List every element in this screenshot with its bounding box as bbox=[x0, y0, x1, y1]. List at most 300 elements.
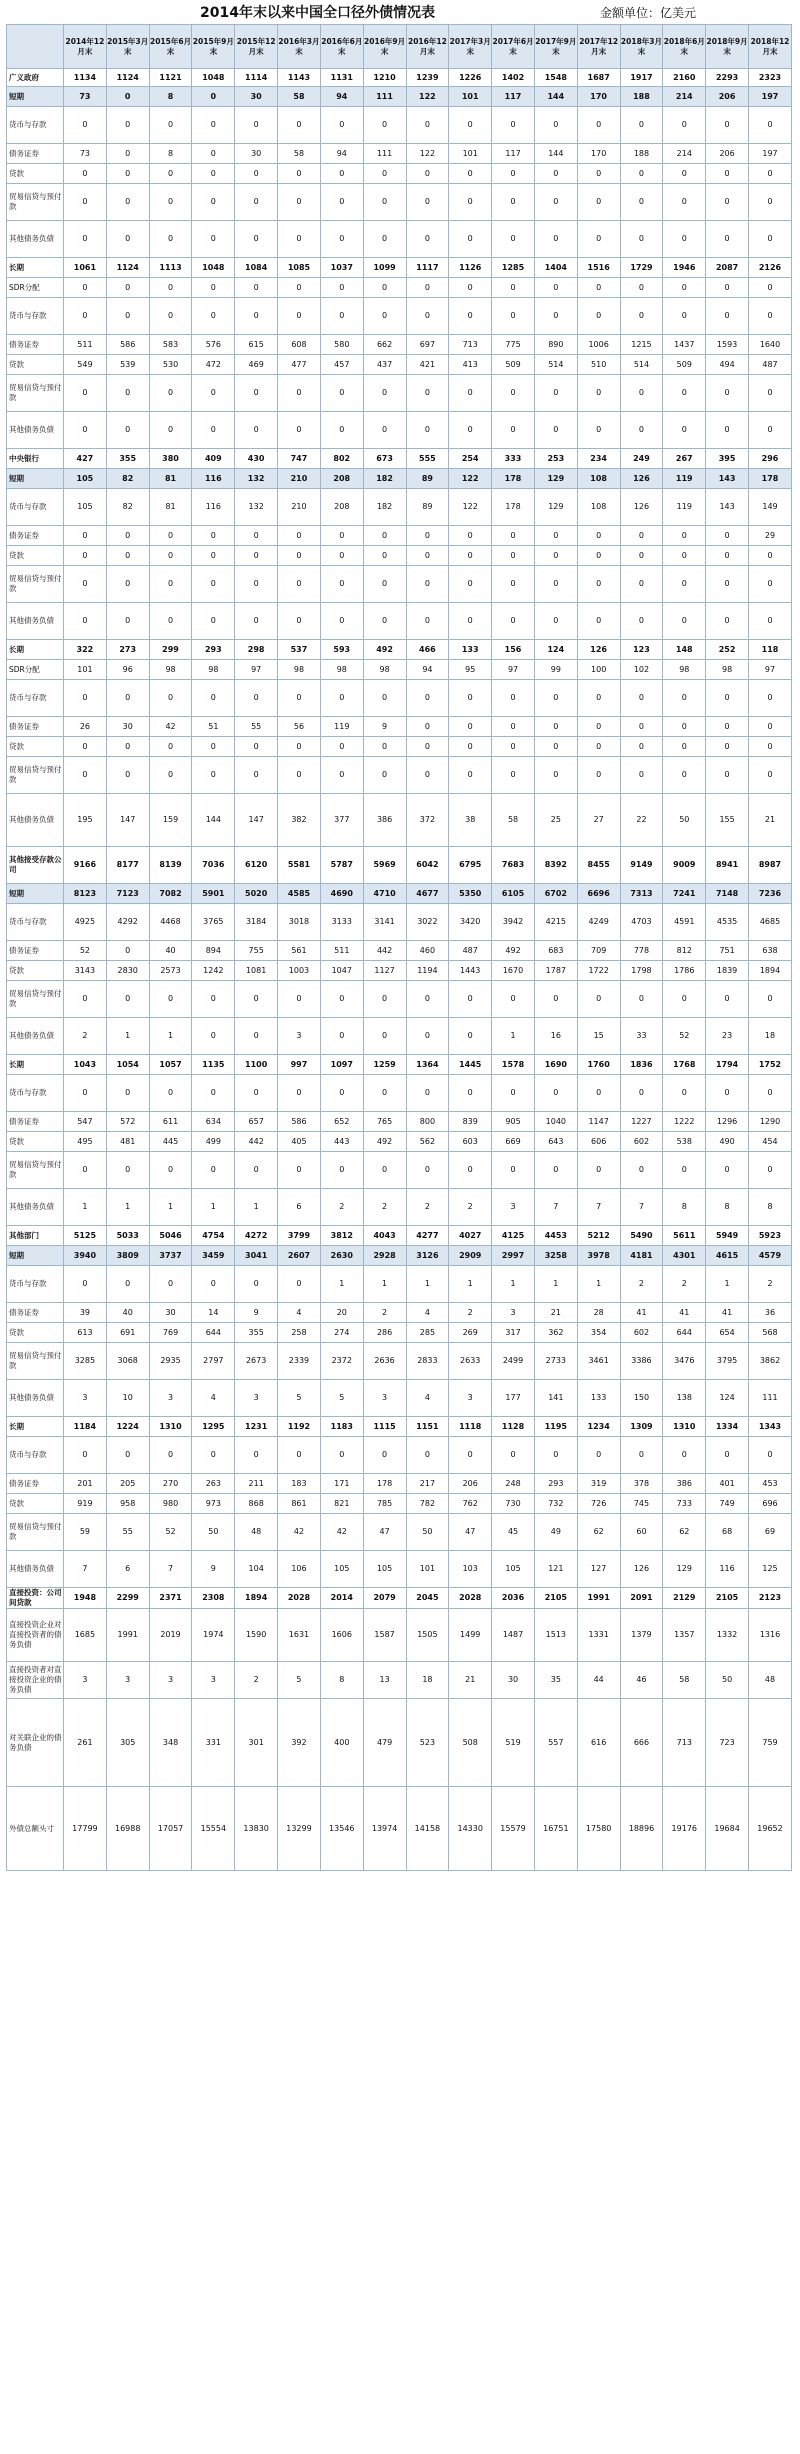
table-row bbox=[7, 546, 792, 566]
table-cell: 50 bbox=[706, 1662, 749, 1699]
row-label: 其他接受存款公司 bbox=[7, 847, 64, 884]
table-cell: 5350 bbox=[449, 884, 492, 904]
table-cell: 3 bbox=[149, 1662, 192, 1699]
table-cell: 1499 bbox=[449, 1609, 492, 1662]
table-cell: 0 bbox=[106, 680, 149, 717]
table-row bbox=[7, 298, 792, 335]
table-cell: 8392 bbox=[534, 847, 577, 884]
period-header: 2016年3月末 bbox=[278, 25, 321, 69]
row-label: 债务证券 bbox=[7, 526, 64, 546]
table-cell: 0 bbox=[149, 526, 192, 546]
table-cell: 0 bbox=[406, 566, 449, 603]
table-cell: 652 bbox=[320, 1112, 363, 1132]
table-cell: 7683 bbox=[492, 847, 535, 884]
table-cell: 101 bbox=[449, 87, 492, 107]
row-label: 货币与存款 bbox=[7, 489, 64, 526]
table-cell: 1443 bbox=[449, 961, 492, 981]
table-cell: 0 bbox=[235, 375, 278, 412]
table-cell: 105 bbox=[320, 1551, 363, 1588]
table-cell: 400 bbox=[320, 1699, 363, 1787]
table-cell: 0 bbox=[534, 737, 577, 757]
table-cell: 117 bbox=[492, 144, 535, 164]
table-cell: 22 bbox=[620, 794, 663, 847]
table-cell: 267 bbox=[663, 449, 706, 469]
table-cell: 0 bbox=[64, 757, 107, 794]
table-cell: 479 bbox=[363, 1699, 406, 1787]
row-label: 直接投资：公司间贷款 bbox=[7, 1588, 64, 1609]
table-cell: 613 bbox=[64, 1323, 107, 1343]
table-cell: 1331 bbox=[577, 1609, 620, 1662]
table-cell: 1 bbox=[492, 1266, 535, 1303]
table-row bbox=[7, 375, 792, 412]
table-cell: 1687 bbox=[577, 69, 620, 87]
table-cell: 4292 bbox=[106, 904, 149, 941]
table-cell: 557 bbox=[534, 1699, 577, 1787]
table-cell: 0 bbox=[149, 298, 192, 335]
table-cell: 1343 bbox=[749, 1417, 792, 1437]
table-cell: 7 bbox=[534, 1189, 577, 1226]
period-header: 2014年12月末 bbox=[64, 25, 107, 69]
table-cell: 170 bbox=[577, 87, 620, 107]
table-cell: 50 bbox=[406, 1514, 449, 1551]
table-cell: 0 bbox=[192, 757, 235, 794]
table-cell: 0 bbox=[363, 375, 406, 412]
table-row bbox=[7, 1246, 792, 1266]
table-cell: 19684 bbox=[706, 1787, 749, 1871]
table-cell: 4591 bbox=[663, 904, 706, 941]
table-cell: 1364 bbox=[406, 1055, 449, 1075]
table-cell: 2129 bbox=[663, 1588, 706, 1609]
table-cell: 1 bbox=[149, 1018, 192, 1055]
table-cell: 20 bbox=[320, 1303, 363, 1323]
row-label: 贷款 bbox=[7, 164, 64, 184]
table-cell: 0 bbox=[492, 1437, 535, 1474]
table-cell: 36 bbox=[749, 1303, 792, 1323]
table-cell: 593 bbox=[320, 640, 363, 660]
table-cell: 1099 bbox=[363, 258, 406, 278]
table-cell: 18 bbox=[406, 1662, 449, 1699]
table-cell: 492 bbox=[492, 941, 535, 961]
table-cell: 0 bbox=[492, 278, 535, 298]
table-cell: 1127 bbox=[363, 961, 406, 981]
table-cell: 26 bbox=[64, 717, 107, 737]
table-cell: 494 bbox=[706, 355, 749, 375]
row-label: 直接投资企业对直接投资者的债务负债 bbox=[7, 1609, 64, 1662]
table-cell: 1445 bbox=[449, 1055, 492, 1075]
table-cell: 0 bbox=[235, 757, 278, 794]
table-cell: 0 bbox=[492, 680, 535, 717]
table-cell: 0 bbox=[406, 680, 449, 717]
table-cell: 490 bbox=[706, 1132, 749, 1152]
table-cell: 0 bbox=[534, 107, 577, 144]
table-cell: 8941 bbox=[706, 847, 749, 884]
table-cell: 3420 bbox=[449, 904, 492, 941]
table-cell: 0 bbox=[749, 737, 792, 757]
table-cell: 0 bbox=[363, 546, 406, 566]
table-cell: 0 bbox=[363, 1018, 406, 1055]
table-cell: 1048 bbox=[192, 69, 235, 87]
table-cell: 4677 bbox=[406, 884, 449, 904]
table-cell: 378 bbox=[620, 1474, 663, 1494]
table-cell: 156 bbox=[492, 640, 535, 660]
table-cell: 0 bbox=[449, 278, 492, 298]
table-cell: 2028 bbox=[449, 1588, 492, 1609]
table-cell: 1128 bbox=[492, 1417, 535, 1437]
table-cell: 5581 bbox=[278, 847, 321, 884]
table-cell: 0 bbox=[278, 737, 321, 757]
table-cell: 0 bbox=[749, 375, 792, 412]
table-cell: 6 bbox=[278, 1189, 321, 1226]
table-cell: 89 bbox=[406, 469, 449, 489]
table-cell: 0 bbox=[492, 221, 535, 258]
table-cell: 509 bbox=[492, 355, 535, 375]
table-cell: 372 bbox=[406, 794, 449, 847]
table-row bbox=[7, 469, 792, 489]
table-cell: 487 bbox=[449, 941, 492, 961]
table-cell: 2372 bbox=[320, 1343, 363, 1380]
table-cell: 2636 bbox=[363, 1343, 406, 1380]
table-cell: 30 bbox=[235, 144, 278, 164]
table-cell: 7241 bbox=[663, 884, 706, 904]
table-cell: 413 bbox=[449, 355, 492, 375]
table-cell: 0 bbox=[620, 1075, 663, 1112]
table-cell: 171 bbox=[320, 1474, 363, 1494]
table-cell: 1043 bbox=[64, 1055, 107, 1075]
period-header: 2018年12月末 bbox=[749, 25, 792, 69]
table-cell: 547 bbox=[64, 1112, 107, 1132]
row-label: 直接投资者对直接投资企业的债务负债 bbox=[7, 1662, 64, 1699]
table-cell: 0 bbox=[406, 1075, 449, 1112]
table-cell: 0 bbox=[449, 981, 492, 1018]
table-cell: 454 bbox=[749, 1132, 792, 1152]
table-cell: 105 bbox=[363, 1551, 406, 1588]
table-cell: 4 bbox=[192, 1380, 235, 1417]
table-cell: 0 bbox=[620, 526, 663, 546]
table-row bbox=[7, 660, 792, 680]
table-cell: 2935 bbox=[149, 1343, 192, 1380]
table-cell: 124 bbox=[706, 1380, 749, 1417]
table-cell: 0 bbox=[534, 278, 577, 298]
table-cell: 3 bbox=[64, 1662, 107, 1699]
row-label: 贸易信贷与预付款 bbox=[7, 1152, 64, 1189]
table-cell: 0 bbox=[278, 298, 321, 335]
table-cell: 0 bbox=[192, 107, 235, 144]
table-cell: 1081 bbox=[235, 961, 278, 981]
table-cell: 1085 bbox=[278, 258, 321, 278]
table-cell: 802 bbox=[320, 449, 363, 469]
table-cell: 1760 bbox=[577, 1055, 620, 1075]
table-cell: 254 bbox=[449, 449, 492, 469]
table-cell: 0 bbox=[235, 412, 278, 449]
table-cell: 868 bbox=[235, 1494, 278, 1514]
table-cell: 762 bbox=[449, 1494, 492, 1514]
row-label: 短期 bbox=[7, 469, 64, 489]
table-cell: 894 bbox=[192, 941, 235, 961]
table-cell: 178 bbox=[492, 469, 535, 489]
table-row bbox=[7, 884, 792, 904]
table-cell: 0 bbox=[492, 566, 535, 603]
table-cell: 21 bbox=[534, 1303, 577, 1323]
table-cell: 562 bbox=[406, 1132, 449, 1152]
table-cell: 0 bbox=[406, 1018, 449, 1055]
table-cell: 3812 bbox=[320, 1226, 363, 1246]
table-cell: 0 bbox=[620, 546, 663, 566]
table-cell: 0 bbox=[749, 412, 792, 449]
table-cell: 1037 bbox=[320, 258, 363, 278]
table-cell: 495 bbox=[64, 1132, 107, 1152]
table-cell: 58 bbox=[492, 794, 535, 847]
table-cell: 0 bbox=[577, 566, 620, 603]
period-header: 2016年12月末 bbox=[406, 25, 449, 69]
table-cell: 56 bbox=[278, 717, 321, 737]
table-cell: 0 bbox=[534, 566, 577, 603]
row-label: 货币与存款 bbox=[7, 107, 64, 144]
table-cell: 4215 bbox=[534, 904, 577, 941]
row-label: 债务证券 bbox=[7, 717, 64, 737]
table-cell: 537 bbox=[278, 640, 321, 660]
table-cell: 40 bbox=[106, 1303, 149, 1323]
table-cell: 3 bbox=[64, 1380, 107, 1417]
table-cell: 138 bbox=[663, 1380, 706, 1417]
table-cell: 0 bbox=[406, 546, 449, 566]
table-cell: 55 bbox=[106, 1514, 149, 1551]
table-cell: 42 bbox=[149, 717, 192, 737]
table-cell: 0 bbox=[706, 717, 749, 737]
table-cell: 1242 bbox=[192, 961, 235, 981]
table-cell: 3862 bbox=[749, 1343, 792, 1380]
table-cell: 2 bbox=[406, 1189, 449, 1226]
table-cell: 46 bbox=[620, 1662, 663, 1699]
table-cell: 3022 bbox=[406, 904, 449, 941]
table-cell: 6696 bbox=[577, 884, 620, 904]
row-label: 贸易信贷与预付款 bbox=[7, 184, 64, 221]
table-row bbox=[7, 1787, 792, 1871]
table-cell: 0 bbox=[278, 1437, 321, 1474]
table-cell: 602 bbox=[620, 1323, 663, 1343]
table-cell: 3942 bbox=[492, 904, 535, 941]
table-cell: 0 bbox=[192, 526, 235, 546]
table-cell: 42 bbox=[278, 1514, 321, 1551]
table-cell: 170 bbox=[577, 144, 620, 164]
table-cell: 4685 bbox=[749, 904, 792, 941]
table-cell: 1040 bbox=[534, 1112, 577, 1132]
table-row bbox=[7, 757, 792, 794]
table-cell: 0 bbox=[663, 1152, 706, 1189]
table-cell: 0 bbox=[663, 164, 706, 184]
table-row bbox=[7, 489, 792, 526]
table-cell: 2833 bbox=[406, 1343, 449, 1380]
table-cell: 0 bbox=[749, 757, 792, 794]
table-cell: 0 bbox=[235, 546, 278, 566]
table-cell: 0 bbox=[449, 1437, 492, 1474]
table-cell: 126 bbox=[620, 489, 663, 526]
table-cell: 0 bbox=[706, 757, 749, 794]
table-cell: 0 bbox=[706, 298, 749, 335]
table-cell: 129 bbox=[663, 1551, 706, 1588]
table-cell: 5033 bbox=[106, 1226, 149, 1246]
table-cell: 1 bbox=[64, 1189, 107, 1226]
table-cell: 0 bbox=[106, 603, 149, 640]
table-cell: 730 bbox=[492, 1494, 535, 1514]
table-cell: 52 bbox=[64, 941, 107, 961]
table-cell: 0 bbox=[534, 981, 577, 1018]
table-cell: 2633 bbox=[449, 1343, 492, 1380]
table-cell: 778 bbox=[620, 941, 663, 961]
table-cell: 0 bbox=[449, 412, 492, 449]
table-cell: 0 bbox=[620, 566, 663, 603]
table-cell: 122 bbox=[449, 469, 492, 489]
table-cell: 1798 bbox=[620, 961, 663, 981]
table-cell: 549 bbox=[64, 355, 107, 375]
table-cell: 2091 bbox=[620, 1588, 663, 1609]
table-cell: 0 bbox=[106, 737, 149, 757]
table-row bbox=[7, 1303, 792, 1323]
table-cell: 3940 bbox=[64, 1246, 107, 1266]
table-cell: 16751 bbox=[534, 1787, 577, 1871]
table-cell: 0 bbox=[449, 1018, 492, 1055]
table-cell: 0 bbox=[706, 1437, 749, 1474]
table-cell: 0 bbox=[320, 375, 363, 412]
table-cell: 1131 bbox=[320, 69, 363, 87]
table-row bbox=[7, 603, 792, 640]
table-cell: 2673 bbox=[235, 1343, 278, 1380]
table-cell: 2126 bbox=[749, 258, 792, 278]
table-cell: 713 bbox=[663, 1699, 706, 1787]
row-label: 其他部门 bbox=[7, 1226, 64, 1246]
table-cell: 159 bbox=[149, 794, 192, 847]
table-cell: 0 bbox=[320, 680, 363, 717]
table-cell: 751 bbox=[706, 941, 749, 961]
table-cell: 0 bbox=[192, 298, 235, 335]
table-cell: 125 bbox=[749, 1551, 792, 1588]
table-cell: 0 bbox=[278, 375, 321, 412]
table-cell: 1309 bbox=[620, 1417, 663, 1437]
period-header: 2018年3月末 bbox=[620, 25, 663, 69]
table-cell: 13974 bbox=[363, 1787, 406, 1871]
table-cell: 285 bbox=[406, 1323, 449, 1343]
row-label: 贷款 bbox=[7, 546, 64, 566]
table-cell: 1 bbox=[363, 1266, 406, 1303]
table-cell: 0 bbox=[363, 298, 406, 335]
table-cell: 0 bbox=[492, 1152, 535, 1189]
table-cell: 8987 bbox=[749, 847, 792, 884]
table-cell: 0 bbox=[706, 566, 749, 603]
table-cell: 2 bbox=[235, 1662, 278, 1699]
table-cell: 195 bbox=[64, 794, 107, 847]
table-cell: 13830 bbox=[235, 1787, 278, 1871]
table-cell: 523 bbox=[406, 1699, 449, 1787]
table-cell: 1259 bbox=[363, 1055, 406, 1075]
table-cell: 1786 bbox=[663, 961, 706, 981]
table-cell: 0 bbox=[620, 1152, 663, 1189]
table-cell: 1 bbox=[320, 1266, 363, 1303]
table-cell: 0 bbox=[749, 546, 792, 566]
table-cell: 0 bbox=[235, 298, 278, 335]
table-cell: 150 bbox=[620, 1380, 663, 1417]
row-label: 债务证券 bbox=[7, 144, 64, 164]
table-cell: 0 bbox=[106, 981, 149, 1018]
table-cell: 9009 bbox=[663, 847, 706, 884]
table-cell: 0 bbox=[492, 603, 535, 640]
table-row bbox=[7, 794, 792, 847]
table-cell: 0 bbox=[663, 1075, 706, 1112]
table-cell: 0 bbox=[363, 757, 406, 794]
period-header: 2017年12月末 bbox=[577, 25, 620, 69]
table-cell: 38 bbox=[449, 794, 492, 847]
table-cell: 5 bbox=[278, 1662, 321, 1699]
table-cell: 1685 bbox=[64, 1609, 107, 1662]
table-cell: 1437 bbox=[663, 335, 706, 355]
table-cell: 98 bbox=[663, 660, 706, 680]
table-cell: 1224 bbox=[106, 1417, 149, 1437]
table-cell: 177 bbox=[492, 1380, 535, 1417]
table-cell: 377 bbox=[320, 794, 363, 847]
table-cell: 1516 bbox=[577, 258, 620, 278]
table-cell: 0 bbox=[320, 603, 363, 640]
table-cell: 118 bbox=[749, 640, 792, 660]
table-cell: 0 bbox=[449, 1075, 492, 1112]
table-cell: 0 bbox=[278, 757, 321, 794]
table-cell: 1057 bbox=[149, 1055, 192, 1075]
table-cell: 98 bbox=[149, 660, 192, 680]
table-cell: 68 bbox=[706, 1514, 749, 1551]
table-cell: 319 bbox=[577, 1474, 620, 1494]
table-cell: 0 bbox=[149, 981, 192, 1018]
table-cell: 0 bbox=[320, 1075, 363, 1112]
table-cell: 19652 bbox=[749, 1787, 792, 1871]
table-cell: 0 bbox=[235, 526, 278, 546]
row-label: 长期 bbox=[7, 640, 64, 660]
table-cell: 0 bbox=[706, 1075, 749, 1112]
table-cell: 0 bbox=[106, 526, 149, 546]
table-cell: 0 bbox=[749, 278, 792, 298]
table-cell: 0 bbox=[406, 526, 449, 546]
table-cell: 386 bbox=[663, 1474, 706, 1494]
table-cell: 380 bbox=[149, 449, 192, 469]
table-cell: 2045 bbox=[406, 1588, 449, 1609]
period-header: 2017年3月末 bbox=[449, 25, 492, 69]
table-cell: 4272 bbox=[235, 1226, 278, 1246]
table-cell: 2797 bbox=[192, 1343, 235, 1380]
table-cell: 4 bbox=[406, 1380, 449, 1417]
table-cell: 4535 bbox=[706, 904, 749, 941]
table-cell: 8455 bbox=[577, 847, 620, 884]
table-cell: 111 bbox=[749, 1380, 792, 1417]
unit-label: 金额单位：亿美元 bbox=[600, 6, 697, 20]
table-cell: 2 bbox=[620, 1266, 663, 1303]
table-row bbox=[7, 680, 792, 717]
table-cell: 0 bbox=[320, 981, 363, 1018]
table-cell: 2 bbox=[320, 1189, 363, 1226]
table-cell: 197 bbox=[749, 144, 792, 164]
table-cell: 0 bbox=[278, 603, 321, 640]
table-cell: 0 bbox=[149, 680, 192, 717]
table-cell: 0 bbox=[663, 603, 706, 640]
table-row bbox=[7, 1609, 792, 1662]
table-cell: 0 bbox=[235, 566, 278, 603]
table-cell: 355 bbox=[106, 449, 149, 469]
period-header: 2015年12月末 bbox=[235, 25, 278, 69]
table-cell: 3765 bbox=[192, 904, 235, 941]
table-cell: 839 bbox=[449, 1112, 492, 1132]
table-cell: 35 bbox=[534, 1662, 577, 1699]
table-cell: 234 bbox=[577, 449, 620, 469]
table-cell: 0 bbox=[406, 298, 449, 335]
table-cell: 0 bbox=[577, 603, 620, 640]
table-cell: 144 bbox=[534, 144, 577, 164]
table-cell: 101 bbox=[449, 144, 492, 164]
table-cell: 1752 bbox=[749, 1055, 792, 1075]
